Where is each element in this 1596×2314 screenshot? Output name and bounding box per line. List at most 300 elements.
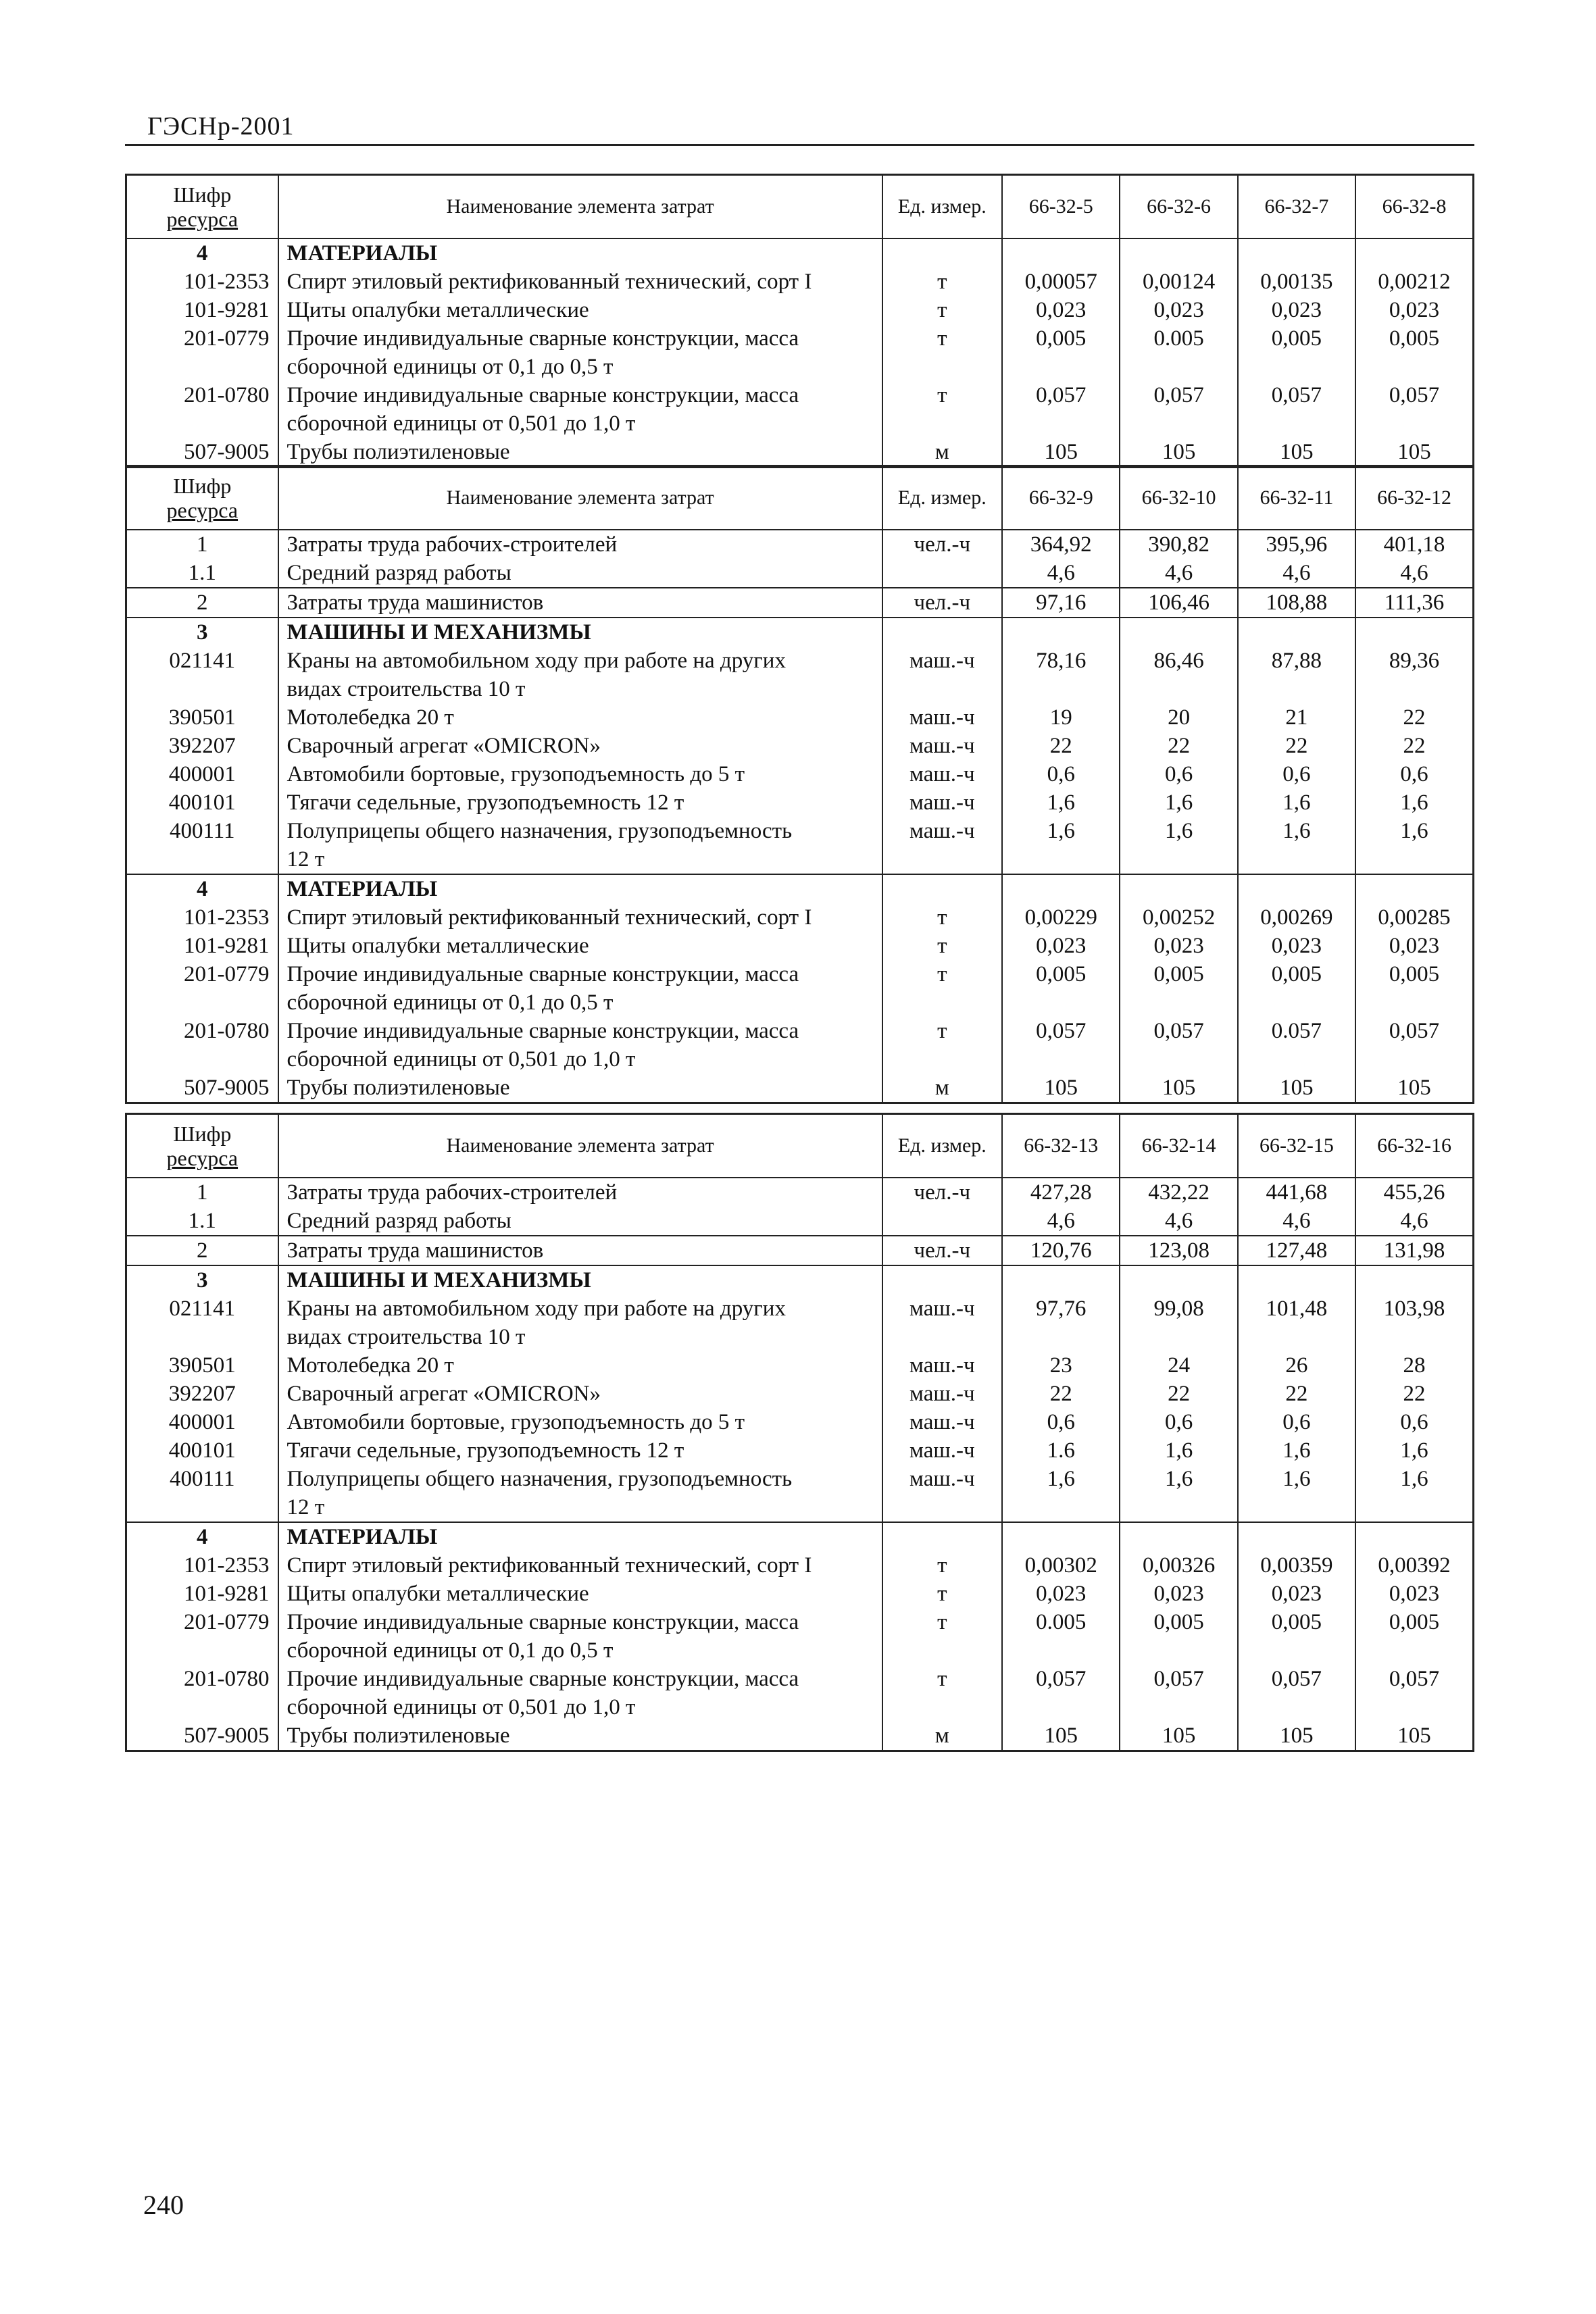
resource-name-line: сборочной единицы от 0,1 до 0,5 т: [286, 990, 614, 1015]
value-cell: 0,005: [1238, 960, 1355, 1017]
value-cell: 0,023: [1120, 296, 1237, 324]
column-header-code-line1: Шифр: [173, 474, 232, 498]
table-row: [126, 1608, 1474, 1665]
resource-name-line: 12 т: [286, 847, 325, 872]
table-row: [126, 1551, 1474, 1580]
value-cell: 22: [1120, 732, 1237, 760]
value-cell: 97,16: [1002, 588, 1120, 618]
value-cell: [1238, 1522, 1355, 1551]
value-cell: 0,00057: [1002, 268, 1120, 296]
value-cell: 105: [1002, 1721, 1120, 1751]
resource-code-cell: 400001: [126, 1408, 278, 1436]
value-cell: 0,005: [1002, 324, 1120, 381]
resource-name-line: Затраты труда рабочих-строителей: [286, 1180, 618, 1205]
resource-name-cell: [278, 530, 882, 559]
value-cell: 0,023: [1238, 1580, 1355, 1608]
value-cell: 441,68: [1238, 1178, 1355, 1207]
resource-code-cell: 1.1: [126, 559, 278, 588]
value-cell: 0,00326: [1120, 1551, 1237, 1580]
resource-code-cell: 021141: [126, 1294, 278, 1351]
table-row: [126, 1351, 1474, 1380]
resource-name-line: Сварочный агрегат «OMICRON»: [286, 1382, 601, 1406]
value-cell: 105: [1238, 1074, 1355, 1103]
value-cell: [1120, 618, 1237, 647]
resource-name-cell: [278, 788, 882, 817]
value-cell: 105: [1355, 1074, 1473, 1103]
value-cell: 106,46: [1120, 588, 1237, 618]
value-cell: 0,005: [1355, 324, 1473, 381]
resource-name-line: Затраты труда машинистов: [286, 1238, 544, 1263]
value-cell: 0,023: [1002, 932, 1120, 960]
resource-name-line: Щиты опалубки металлические: [286, 934, 589, 958]
value-cell: 87,88: [1238, 647, 1355, 703]
resource-code-cell: 392207: [126, 1380, 278, 1408]
resource-name-line: Средний разряд работы: [286, 1209, 512, 1233]
column-header-code: [126, 1114, 278, 1178]
table-row: [126, 903, 1474, 932]
resource-name-cell: [278, 647, 882, 703]
table-row: [126, 1721, 1474, 1751]
value-cell: 0,00285: [1355, 903, 1473, 932]
table-row: [126, 588, 1474, 618]
value-cell: 395,96: [1238, 530, 1355, 559]
value-cell: [1120, 1265, 1237, 1294]
unit-cell: чел.-ч: [882, 530, 1002, 559]
value-cell: 0,023: [1355, 1580, 1473, 1608]
resource-table-1: [125, 174, 1474, 468]
resource-code-cell: 1: [126, 530, 278, 559]
value-cell: 4,6: [1002, 559, 1120, 588]
value-cell: 0,023: [1002, 296, 1120, 324]
unit-cell: маш.-ч: [882, 647, 1002, 703]
table-row: [126, 1380, 1474, 1408]
value-cell: 0.005: [1002, 1608, 1120, 1665]
resource-name-cell: [278, 1465, 882, 1522]
resource-name-line: МАШИНЫ И МЕХАНИЗМЫ: [286, 1268, 591, 1292]
resource-name-line: 12 т: [286, 1495, 325, 1519]
value-cell: 0,6: [1355, 1408, 1473, 1436]
resource-code-cell: 4: [126, 1522, 278, 1551]
resource-name-line: сборочной единицы от 0,1 до 0,5 т: [286, 1638, 614, 1663]
value-cell: 0,057: [1120, 381, 1237, 438]
value-cell: 26: [1238, 1351, 1355, 1380]
value-cell: [1355, 1265, 1473, 1294]
resource-name-line: МАШИНЫ И МЕХАНИЗМЫ: [286, 620, 591, 645]
resource-name-line: Автомобили бортовые, грузоподъемность до 5 т: [286, 762, 745, 786]
value-cell: 22: [1355, 703, 1473, 732]
table-row: [126, 559, 1474, 588]
resource-name-line: Щиты опалубки металлические: [286, 298, 589, 322]
value-cell: 105: [1238, 438, 1355, 468]
resource-code-cell: 101-9281: [126, 932, 278, 960]
value-cell: 0,6: [1120, 1408, 1237, 1436]
value-cell: [1120, 874, 1237, 903]
resource-code-cell: 400101: [126, 788, 278, 817]
resource-name-line: Спирт этиловый ректификованный технический, сорт I: [286, 270, 812, 294]
section-row: [126, 1522, 1474, 1551]
table-row: [126, 1074, 1474, 1103]
value-cell: 1,6: [1355, 1436, 1473, 1465]
resource-name-line: Краны на автомобильном ходу при работе на других: [286, 1297, 786, 1321]
unit-cell: маш.-ч: [882, 1465, 1002, 1522]
value-cell: 0,6: [1002, 1408, 1120, 1436]
resource-table-3: [125, 1113, 1474, 1752]
value-cell: 120,76: [1002, 1236, 1120, 1265]
resource-name-line: Полуприцепы общего назначения, грузоподъемность: [286, 1467, 793, 1491]
resource-code-cell: 101-2353: [126, 268, 278, 296]
resource-name-line: Трубы полиэтиленовые: [286, 1076, 510, 1100]
value-cell: 22: [1238, 732, 1355, 760]
unit-cell: маш.-ч: [882, 732, 1002, 760]
value-cell: 86,46: [1120, 647, 1237, 703]
value-cell: 127,48: [1238, 1236, 1355, 1265]
resource-name-line: Прочие индивидуальные сварные конструкции, масса: [286, 1019, 799, 1043]
resource-name-line: Краны на автомобильном ходу при работе на других: [286, 649, 786, 673]
column-header-norm-code: 66-32-8: [1355, 175, 1473, 239]
column-header-code-line1: Шифр: [173, 1122, 232, 1146]
resource-name-cell: [278, 559, 882, 588]
unit-cell: маш.-ч: [882, 1408, 1002, 1436]
resource-name-cell: [278, 1608, 882, 1665]
resource-name-line: сборочной единицы от 0,501 до 1,0 т: [286, 1695, 636, 1719]
value-cell: 105: [1355, 438, 1473, 468]
resource-name-cell: [278, 268, 882, 296]
value-cell: 0,6: [1002, 760, 1120, 788]
value-cell: 105: [1002, 1074, 1120, 1103]
resource-code-cell: 101-9281: [126, 296, 278, 324]
value-cell: [1355, 874, 1473, 903]
resource-code-cell: 201-0780: [126, 1017, 278, 1074]
unit-cell: [882, 1207, 1002, 1236]
value-cell: 0,057: [1238, 381, 1355, 438]
value-cell: 22: [1355, 732, 1473, 760]
value-cell: [1355, 618, 1473, 647]
unit-cell: [882, 559, 1002, 588]
value-cell: 0,057: [1355, 381, 1473, 438]
resource-code-cell: 101-2353: [126, 903, 278, 932]
value-cell: 0,6: [1238, 1408, 1355, 1436]
resource-name-cell: [278, 1074, 882, 1103]
value-cell: 1,6: [1120, 817, 1237, 874]
value-cell: 0,023: [1120, 932, 1237, 960]
resource-name-cell: [278, 381, 882, 438]
unit-cell: маш.-ч: [882, 760, 1002, 788]
unit-cell: [882, 1522, 1002, 1551]
table-row: [126, 960, 1474, 1017]
unit-cell: м: [882, 1074, 1002, 1103]
unit-cell: [882, 1265, 1002, 1294]
value-cell: 0,057: [1238, 1665, 1355, 1721]
resource-name-cell: [278, 1551, 882, 1580]
resource-name-line: Средний разряд работы: [286, 561, 512, 585]
resource-code-cell: 201-0779: [126, 960, 278, 1017]
column-header-code-line2: ресурса: [166, 207, 239, 231]
resource-name-cell: [278, 324, 882, 381]
unit-cell: м: [882, 1721, 1002, 1751]
resource-code-cell: 4: [126, 874, 278, 903]
value-cell: [1355, 1522, 1473, 1551]
value-cell: 1,6: [1238, 1465, 1355, 1522]
value-cell: 0,005: [1120, 1608, 1237, 1665]
value-cell: 0,00252: [1120, 903, 1237, 932]
value-cell: 22: [1002, 1380, 1120, 1408]
value-cell: 0,057: [1002, 1665, 1120, 1721]
column-header-norm-code: 66-32-13: [1002, 1114, 1120, 1178]
resource-name-cell: [278, 296, 882, 324]
resource-name-cell: [278, 703, 882, 732]
resource-name-cell: [278, 1522, 882, 1551]
resource-code-cell: 1: [126, 1178, 278, 1207]
value-cell: 0,057: [1355, 1017, 1473, 1074]
value-cell: 401,18: [1355, 530, 1473, 559]
table-row: [126, 788, 1474, 817]
value-cell: 0,023: [1355, 296, 1473, 324]
value-cell: 1,6: [1355, 1465, 1473, 1522]
value-cell: [1355, 238, 1473, 268]
value-cell: [1238, 238, 1355, 268]
value-cell: 4,6: [1238, 559, 1355, 588]
table-row: [126, 817, 1474, 874]
unit-cell: чел.-ч: [882, 1178, 1002, 1207]
value-cell: 0,023: [1120, 1580, 1237, 1608]
value-cell: 1,6: [1355, 817, 1473, 874]
value-cell: 0,005: [1120, 960, 1237, 1017]
column-header-norm-code: 66-32-15: [1238, 1114, 1355, 1178]
value-cell: 4,6: [1120, 559, 1237, 588]
resource-name-cell: [278, 1351, 882, 1380]
value-cell: 22: [1238, 1380, 1355, 1408]
resource-code-cell: 101-2353: [126, 1551, 278, 1580]
column-header-norm-code: 66-32-10: [1120, 466, 1237, 530]
table-row: [126, 1580, 1474, 1608]
value-cell: 1,6: [1120, 788, 1237, 817]
unit-cell: т: [882, 903, 1002, 932]
unit-cell: т: [882, 960, 1002, 1017]
table-row: [126, 381, 1474, 438]
value-cell: 432,22: [1120, 1178, 1237, 1207]
resource-code-cell: 201-0780: [126, 381, 278, 438]
resource-name-cell: [278, 1580, 882, 1608]
resource-name-line: Затраты труда машинистов: [286, 590, 544, 615]
table-row: [126, 1236, 1474, 1265]
table-header-row: [126, 466, 1474, 530]
value-cell: 1,6: [1355, 788, 1473, 817]
resource-name-line: Мотолебедка 20 т: [286, 705, 454, 730]
value-cell: 0,6: [1355, 760, 1473, 788]
resource-name-cell: [278, 817, 882, 874]
value-cell: 0,005: [1002, 960, 1120, 1017]
resource-name-line: Тягачи седельные, грузоподъемность 12 т: [286, 790, 684, 815]
value-cell: 0,6: [1120, 760, 1237, 788]
unit-cell: маш.-ч: [882, 788, 1002, 817]
column-header-norm-code: 66-32-9: [1002, 466, 1120, 530]
resource-name-cell: [278, 1408, 882, 1436]
value-cell: [1002, 874, 1120, 903]
value-cell: 0,00229: [1002, 903, 1120, 932]
section-row: [126, 618, 1474, 647]
table-row: [126, 1178, 1474, 1207]
column-header-name: Наименование элемента затрат: [278, 175, 882, 239]
value-cell: 0,023: [1002, 1580, 1120, 1608]
value-cell: 4,6: [1355, 1207, 1473, 1236]
column-header-unit: Ед. измер.: [882, 175, 1002, 239]
resource-name-line: Затраты труда рабочих-строителей: [286, 532, 618, 557]
table-row: [126, 1408, 1474, 1436]
resource-name-cell: [278, 932, 882, 960]
value-cell: 4,6: [1002, 1207, 1120, 1236]
resource-code-cell: 101-9281: [126, 1580, 278, 1608]
value-cell: 99,08: [1120, 1294, 1237, 1351]
resource-name-cell: [278, 1436, 882, 1465]
column-header-norm-code: 66-32-12: [1355, 466, 1473, 530]
resource-name-line: Спирт этиловый ректификованный технический, сорт I: [286, 905, 812, 930]
value-cell: 0,6: [1238, 760, 1355, 788]
unit-cell: маш.-ч: [882, 1436, 1002, 1465]
value-cell: 0,005: [1355, 1608, 1473, 1665]
resource-name-cell: [278, 732, 882, 760]
resource-code-cell: 400001: [126, 760, 278, 788]
resource-name-line: МАТЕРИАЛЫ: [286, 877, 438, 901]
column-header-code-line2: ресурса: [166, 498, 239, 522]
value-cell: 28: [1355, 1351, 1473, 1380]
unit-cell: т: [882, 1608, 1002, 1665]
unit-cell: маш.-ч: [882, 817, 1002, 874]
value-cell: 0,057: [1120, 1017, 1237, 1074]
column-header-norm-code: 66-32-14: [1120, 1114, 1237, 1178]
value-cell: 0,00302: [1002, 1551, 1120, 1580]
resource-code-cell: 201-0779: [126, 324, 278, 381]
resource-name-cell: [278, 1665, 882, 1721]
resource-name-line: Прочие индивидуальные сварные конструкции, масса: [286, 1610, 799, 1634]
value-cell: 78,16: [1002, 647, 1120, 703]
value-cell: 105: [1120, 1721, 1237, 1751]
resource-name-line: Трубы полиэтиленовые: [286, 1724, 510, 1748]
resource-code-cell: 201-0780: [126, 1665, 278, 1721]
table-row: [126, 732, 1474, 760]
value-cell: 0,057: [1002, 1017, 1120, 1074]
resource-code-cell: 400111: [126, 1465, 278, 1522]
value-cell: 0,00124: [1120, 268, 1237, 296]
value-cell: 22: [1002, 732, 1120, 760]
value-cell: 1,6: [1238, 788, 1355, 817]
value-cell: 4,6: [1238, 1207, 1355, 1236]
column-header-norm-code: 66-32-11: [1238, 466, 1355, 530]
value-cell: 103,98: [1355, 1294, 1473, 1351]
table-row: [126, 1294, 1474, 1351]
value-cell: 105: [1120, 1074, 1237, 1103]
column-header-code-line2: ресурса: [166, 1146, 239, 1170]
column-header-code: [126, 175, 278, 239]
resource-code-cell: 507-9005: [126, 438, 278, 468]
resource-name-line: МАТЕРИАЛЫ: [286, 1525, 438, 1549]
resource-code-cell: 201-0779: [126, 1608, 278, 1665]
resource-name-line: Прочие индивидуальные сварные конструкции, масса: [286, 326, 799, 351]
table-row: [126, 1017, 1474, 1074]
value-cell: 1,6: [1120, 1465, 1237, 1522]
column-header-norm-code: 66-32-5: [1002, 175, 1120, 239]
resource-name-cell: [278, 960, 882, 1017]
table-header-row: [126, 1114, 1474, 1178]
value-cell: 20: [1120, 703, 1237, 732]
value-cell: 0,057: [1120, 1665, 1237, 1721]
value-cell: [1120, 1522, 1237, 1551]
resource-name-cell: [278, 1207, 882, 1236]
unit-cell: т: [882, 1580, 1002, 1608]
resource-name-line: видах строительства 10 т: [286, 1325, 526, 1349]
resource-code-cell: 4: [126, 238, 278, 268]
resource-code-cell: 390501: [126, 703, 278, 732]
resource-name-cell: [278, 874, 882, 903]
resource-name-cell: [278, 1236, 882, 1265]
value-cell: 427,28: [1002, 1178, 1120, 1207]
resource-name-line: сборочной единицы от 0,501 до 1,0 т: [286, 1047, 636, 1072]
value-cell: 0,023: [1238, 932, 1355, 960]
resource-name-cell: [278, 1178, 882, 1207]
resource-name-line: Спирт этиловый ректификованный технический, сорт I: [286, 1553, 812, 1578]
table-row: [126, 1436, 1474, 1465]
value-cell: 390,82: [1120, 530, 1237, 559]
value-cell: 0,023: [1238, 296, 1355, 324]
value-cell: 1,6: [1002, 817, 1120, 874]
value-cell: 0,00212: [1355, 268, 1473, 296]
column-header-name: Наименование элемента затрат: [278, 466, 882, 530]
table-row: [126, 1665, 1474, 1721]
resource-code-cell: 1.1: [126, 1207, 278, 1236]
resource-code-cell: 2: [126, 1236, 278, 1265]
value-cell: 21: [1238, 703, 1355, 732]
value-cell: 123,08: [1120, 1236, 1237, 1265]
unit-cell: т: [882, 1665, 1002, 1721]
unit-cell: т: [882, 932, 1002, 960]
unit-cell: [882, 238, 1002, 268]
header-rule: [125, 144, 1474, 146]
resource-code-cell: 3: [126, 1265, 278, 1294]
resource-code-cell: 507-9005: [126, 1074, 278, 1103]
value-cell: 0,005: [1355, 960, 1473, 1017]
value-cell: 364,92: [1002, 530, 1120, 559]
table-header-row: [126, 175, 1474, 239]
value-cell: [1238, 618, 1355, 647]
value-cell: 101,48: [1238, 1294, 1355, 1351]
value-cell: 0.057: [1238, 1017, 1355, 1074]
value-cell: 1,6: [1238, 817, 1355, 874]
table-row: [126, 268, 1474, 296]
unit-cell: маш.-ч: [882, 1294, 1002, 1351]
unit-cell: чел.-ч: [882, 588, 1002, 618]
resource-name-cell: [278, 588, 882, 618]
unit-cell: т: [882, 381, 1002, 438]
unit-cell: м: [882, 438, 1002, 468]
value-cell: 131,98: [1355, 1236, 1473, 1265]
unit-cell: т: [882, 268, 1002, 296]
document-header-title: ГЭСНр-2001: [147, 112, 295, 141]
table-row: [126, 296, 1474, 324]
value-cell: 0,023: [1355, 932, 1473, 960]
resource-name-line: Трубы полиэтиленовые: [286, 440, 510, 464]
resource-name-line: МАТЕРИАЛЫ: [286, 241, 438, 266]
value-cell: 24: [1120, 1351, 1237, 1380]
table-row: [126, 932, 1474, 960]
resource-name-line: Прочие индивидуальные сварные конструкции, масса: [286, 962, 799, 986]
value-cell: 105: [1238, 1721, 1355, 1751]
resource-name-line: Прочие индивидуальные сварные конструкции, масса: [286, 383, 799, 407]
value-cell: [1002, 618, 1120, 647]
value-cell: [1238, 1265, 1355, 1294]
unit-cell: т: [882, 324, 1002, 381]
value-cell: 4,6: [1120, 1207, 1237, 1236]
resource-name-line: Тягачи седельные, грузоподъемность 12 т: [286, 1438, 684, 1463]
unit-cell: маш.-ч: [882, 703, 1002, 732]
